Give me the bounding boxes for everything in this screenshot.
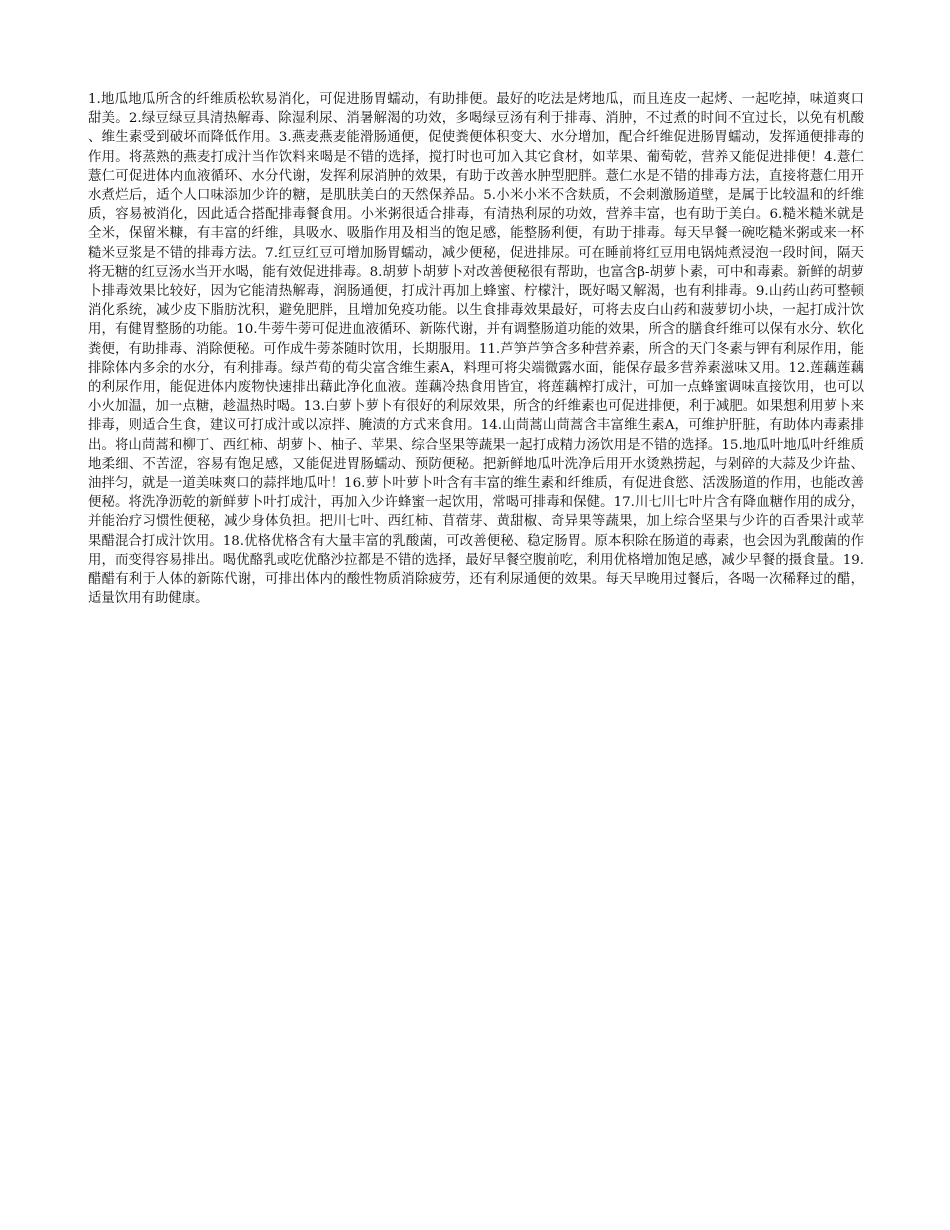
body-paragraph: 1.地瓜地瓜所含的纤维质松软易消化，可促进肠胃蠕动，有助排便。最好的吃法是烤地瓜，而且连皮一起烤、一起吃掉，味道爽口甜美。2.绿豆绿豆具清热解毒、除湿利尿、消暑解渴的功效，多喝绿豆汤有利于排毒、消肿，不过煮的时间不宜过长，以免有机酸、维生素受到破坏而降低作用。3.燕麦燕麦能滑肠通便，促使粪便体积变大、水分增加，配合纤维促进肠胃蠕动，发挥通便排毒的作用。将蒸熟的燕麦打成汁当作饮料来喝是不错的选择，搅打时也可加入其它食材，如苹果、葡萄乾，营养又能促进排便！4.薏仁薏仁可促进体内血液循环、水分代谢，发挥利尿消肿的效果，有助于改善水肿型肥胖。薏仁水是不错的排毒方法，直接将薏仁用开水煮烂后，适个人口味添加少许的糖，是肌肤美白的天然保养品。5.小米小米不含麸质，不会刺激肠道壁，是属于比较温和的纤维质，容易被消化，因此适合搭配排毒餐食用。小米粥很适合排毒，有清热利尿的功效，营养丰富，也有助于美白。6.糙米糙米就是全米，保留米糠，有丰富的纤维，具吸水、吸脂作用及相当的饱足感，能整肠利便，有助于排毒。每天早餐一碗吃糙米粥或来一杯糙米豆浆是不错的排毒方法。7.红豆红豆可增加肠胃蠕动，减少便秘，促进排尿。可在睡前将红豆用电锅炖煮浸泡一段时间，隔天将无糖的红豆汤水当开水喝，能有效促进排毒。8.胡萝卜胡萝卜对改善便秘很有帮助，也富含β-胡萝卜素，可中和毒素。新鲜的胡萝卜排毒效果比较好，因为它能清热解毒，润肠通便，打成汁再加上蜂蜜、柠檬汁，既好喝又解渴，也有利排毒。9.山药山药可整顿消化系统，减少皮下脂肪沈积，避免肥胖，且增加免疫功能。以生食排毒效果最好，可将去皮白山药和菠萝切小块，一起打成汁饮用，有健胃整肠的功能。10.牛蒡牛蒡可促进血液循环、新陈代谢，并有调整肠道功能的效果，所含的膳食纤维可以保有水分、软化粪便，有助排毒、消除便秘。可作成牛蒡茶随时饮用，长期服用。11.芦笋芦笋含多种营养素，所含的天门冬素与钾有利尿作用，能排除体内多余的水分，有利排毒。绿芦荀的荀尖富含维生素A，料理可将尖端微露水面，能保存最多营养素滋味又用。12.莲藕莲藕的利尿作用，能促进体内废物快速排出藉此净化血液。莲藕冷热食用皆宜，将莲藕榨打成汁，可加一点蜂蜜调味直接饮用，也可以小火加温，加一点糖，趁温热时喝。13.白萝卜萝卜有很好的利尿效果，所含的纤维素也可促进排便，利于减肥。如果想利用萝卜来排毒，则适合生食，建议可打成汁或以凉拌、腌渍的方式来食用。14.山茼蒿山茼蒿含丰富维生素A，可维护肝脏，有助体内毒素排出。将山茼蒿和柳丁、西红柿、胡萝卜、柚子、苹果、综合坚果等蔬果一起打成精力汤饮用是不错的选择。15.地瓜叶地瓜叶纤维质地柔细、不苦涩，容易有饱足感，又能促进胃肠蠕动、预防便秘。把新鲜地瓜叶洗净后用开水烫熟捞起，与剁碎的大蒜及少许盐、油拌匀，就是一道美味爽口的蒜拌地瓜叶！16.萝卜叶萝卜叶含有丰富的维生素和纤维质，有促进食慾、活泼肠道的作用，也能改善便秘。将洗净沥乾的新鲜萝卜叶打成汁，再加入少许蜂蜜一起饮用，常喝可排毒和保健。17.川七川七叶片含有降血糖作用的成分，并能治疗习惯性便秘，减少身体负担。把川七叶、西红柿、苜蓿芽、黄甜椒、奇异果等蔬果，加上综合坚果与少许的百香果汁或苹果醋混合打成汁饮用。18.优格优格含有大量丰富的乳酸菌，可改善便秘、稳定肠胃。原本积除在肠道的毒素，也会因为乳酸菌的作用，而变得容易排出。喝优酪乳或吃优酪沙拉都是不错的选择，最好早餐空腹前吃，利用优格增加饱足感，减少早餐的摄食量。19.醋醋有利于人体的新陈代谢，可排出体内的酸性物质消除疲劳，还有利尿通便的效果。每天早晚用过餐后，各喝一次稀释过的醋，适量饮用有助健康。 [88, 92, 864, 607]
